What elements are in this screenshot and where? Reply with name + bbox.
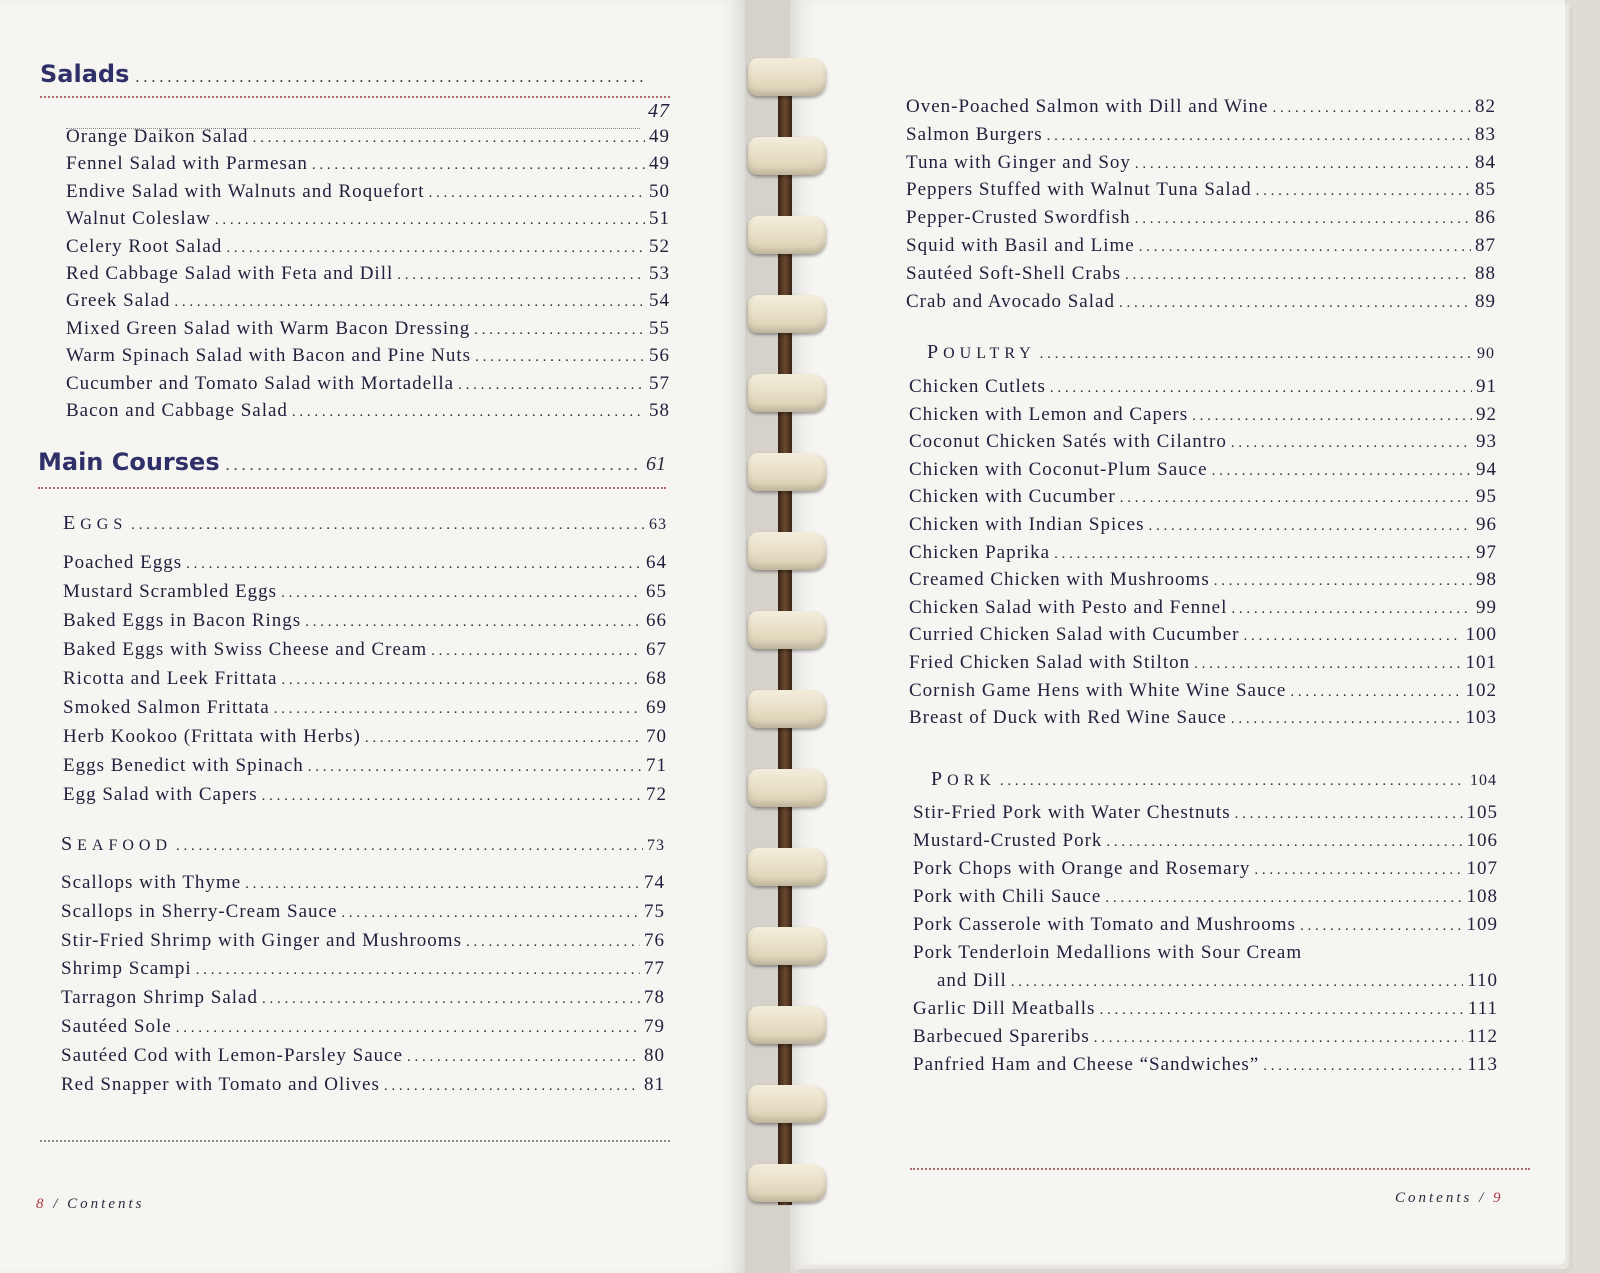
entry-page: 53 xyxy=(649,263,670,284)
entry-title: Curried Chicken Salad with Cucumber xyxy=(909,624,1240,646)
entry-page: 113 xyxy=(1467,1054,1498,1075)
entry-page: 110 xyxy=(1467,970,1498,991)
leader-dots xyxy=(226,457,640,475)
entry-page: 50 xyxy=(649,180,670,202)
leader-dots xyxy=(262,991,640,1008)
entry-page: 74 xyxy=(644,872,665,893)
leader-dots xyxy=(466,934,640,951)
leader-dots xyxy=(1119,295,1471,312)
toc-entry xyxy=(66,236,670,258)
toc-entry xyxy=(906,96,1496,118)
toc-entry xyxy=(909,431,1497,453)
entry-title: Sautéed Cod with Lemon-Parsley Sauce xyxy=(61,1044,404,1066)
entry-page: 112 xyxy=(1467,1026,1498,1047)
entry-title: Greek Salad xyxy=(66,290,171,312)
toc-entry xyxy=(61,987,665,1009)
entry-title: Smoked Salmon Frittata xyxy=(63,697,270,718)
toc-entry xyxy=(909,652,1497,674)
toc-entry xyxy=(906,179,1496,201)
entry-title: Oven-Poached Salmon with Dill and Wine xyxy=(906,96,1269,117)
entry-page: 80 xyxy=(644,1044,665,1066)
entry-page: 100 xyxy=(1465,624,1497,646)
leader-dots xyxy=(312,157,645,174)
leader-dots xyxy=(1290,684,1461,701)
entry-page: 51 xyxy=(649,208,670,230)
leader-dots xyxy=(1054,546,1472,563)
toc-entry xyxy=(913,942,1498,964)
entry-title: Bacon and Cabbage Salad xyxy=(66,400,288,421)
toc-entry xyxy=(906,291,1496,313)
leader-dots xyxy=(305,614,642,631)
entry-title: Sautéed Sole xyxy=(61,1016,172,1037)
poultry-section-label: OULTRY xyxy=(943,345,1036,362)
entry-title: Poached Eggs xyxy=(63,552,183,573)
leader-dots xyxy=(474,322,645,339)
seafood-section-label: EAFOOD xyxy=(77,837,173,854)
toc-entry xyxy=(63,755,667,777)
entry-page: 103 xyxy=(1465,707,1497,729)
leader-dots xyxy=(1106,834,1462,851)
toc-entry xyxy=(906,124,1496,146)
entry-page: 93 xyxy=(1476,431,1497,453)
toc-entry xyxy=(913,858,1498,880)
entry-page: 66 xyxy=(646,610,667,631)
entry-page: 55 xyxy=(649,317,670,339)
entry-title: Pork Casserole with Tomato and Mushrooms xyxy=(913,914,1296,935)
toc-entry xyxy=(66,263,670,285)
entry-page: 72 xyxy=(646,784,667,805)
entry-title: Tuna with Ginger and Soy xyxy=(906,151,1131,173)
entry-page: 69 xyxy=(646,697,667,718)
leader-dots xyxy=(475,349,645,366)
pork-section-page: 104 xyxy=(1470,772,1497,789)
entry-title: Orange Daikon Salad xyxy=(66,126,249,147)
leader-dots xyxy=(186,556,642,573)
entry-title: Fried Chicken Salad with Stilton xyxy=(909,652,1191,673)
right-footer xyxy=(1395,1190,1504,1207)
main-courses-heading-row xyxy=(38,448,666,476)
salads-page: 47 xyxy=(648,100,670,122)
toc-entry xyxy=(913,998,1498,1020)
seafood-section-row xyxy=(61,833,665,856)
entry-page: 78 xyxy=(644,987,665,1009)
leader-dots xyxy=(135,69,644,87)
leader-dots xyxy=(131,517,645,534)
toc-entry xyxy=(909,597,1497,619)
leader-dots xyxy=(1300,918,1463,935)
toc-entry xyxy=(61,872,665,894)
entry-page: 54 xyxy=(649,290,670,312)
toc-entry xyxy=(61,901,665,923)
main-courses-rule xyxy=(38,487,666,489)
entry-title: Breast of Duck with Red Wine Sauce xyxy=(909,707,1227,729)
main-courses-heading: Main Courses xyxy=(38,448,220,476)
leader-dots xyxy=(431,643,642,660)
entry-title: Barbecued Spareribs xyxy=(913,1026,1090,1047)
leader-dots xyxy=(281,672,642,689)
leader-dots xyxy=(253,130,645,147)
entry-page: 83 xyxy=(1475,123,1496,145)
entry-page: 77 xyxy=(644,958,665,980)
entry-page: 107 xyxy=(1466,858,1498,879)
entry-page: 81 xyxy=(644,1073,665,1095)
entry-page: 65 xyxy=(646,581,667,602)
entry-title: Shrimp Scampi xyxy=(61,958,192,980)
entry-title: Celery Root Salad xyxy=(66,235,223,257)
salads-heading-row xyxy=(40,60,670,88)
leader-dots xyxy=(384,1078,640,1095)
leader-dots xyxy=(1050,380,1472,397)
leader-dots xyxy=(1263,1058,1463,1075)
leader-dots xyxy=(1231,711,1462,728)
entry-title: Herb Kookoo (Frittata with Herbs) xyxy=(63,726,361,747)
salads-page-row xyxy=(66,100,670,123)
left-footer-label: / Contents xyxy=(53,1196,145,1212)
toc-entry xyxy=(913,802,1498,824)
entry-title: Sautéed Soft-Shell Crabs xyxy=(906,262,1122,284)
entry-page: 52 xyxy=(649,235,670,257)
entry-page: 82 xyxy=(1475,96,1496,117)
toc-entry xyxy=(906,207,1496,229)
right-page-number: 9 xyxy=(1493,1190,1504,1206)
entry-page: 89 xyxy=(1475,290,1496,312)
pork-section-row xyxy=(931,768,1497,791)
left-footer xyxy=(36,1196,145,1213)
leader-dots xyxy=(1235,806,1463,823)
toc-entry xyxy=(63,581,667,603)
right-footer-rule xyxy=(910,1168,1530,1170)
toc-entry xyxy=(909,569,1497,591)
entry-title: Ricotta and Leek Frittata xyxy=(63,668,278,689)
entry-page: 88 xyxy=(1475,262,1496,284)
entry-page: 85 xyxy=(1475,179,1496,201)
leader-dots xyxy=(1011,974,1463,991)
entry-page: 57 xyxy=(649,372,670,394)
entry-title: Warm Spinach Salad with Bacon and Pine Nuts xyxy=(66,345,472,367)
toc-entry xyxy=(63,784,667,806)
entry-title: Scallops with Thyme xyxy=(61,872,242,893)
entry-title: Crab and Avocado Salad xyxy=(906,290,1115,312)
entry-page: 58 xyxy=(649,400,670,421)
pork-section-label: ORK xyxy=(947,772,996,789)
leader-dots xyxy=(458,377,645,394)
entry-page: 102 xyxy=(1465,679,1497,701)
leader-dots xyxy=(176,1020,640,1037)
entry-page: 91 xyxy=(1476,376,1497,397)
entry-page: 96 xyxy=(1476,514,1497,535)
entry-page: 76 xyxy=(644,929,665,951)
left-page-number: 8 xyxy=(36,1196,47,1212)
entry-title: Cornish Game Hens with White Wine Sauce xyxy=(909,679,1287,701)
entry-page: 92 xyxy=(1476,403,1497,425)
toc-entry xyxy=(909,707,1497,729)
entry-title: Tarragon Shrimp Salad xyxy=(61,987,258,1009)
entry-page: 108 xyxy=(1466,886,1498,907)
leader-dots xyxy=(1244,628,1462,645)
toc-entry xyxy=(906,235,1496,257)
toc-entry xyxy=(913,914,1498,936)
leader-dots xyxy=(1231,435,1472,452)
eggs-section-row xyxy=(63,512,667,535)
poultry-section-page: 90 xyxy=(1477,345,1495,362)
right-footer-label: Contents / xyxy=(1395,1190,1487,1206)
leader-dots xyxy=(428,185,645,202)
entry-page: 64 xyxy=(646,552,667,573)
salads-rule xyxy=(40,96,670,98)
entry-title: Pork Chops with Orange and Rosemary xyxy=(913,858,1251,879)
leader-dots xyxy=(1194,656,1461,673)
entry-title: Mixed Green Salad with Warm Bacon Dressing xyxy=(66,317,471,339)
toc-entry xyxy=(66,373,670,395)
leader-dots xyxy=(1094,1030,1463,1047)
left-footer-rule xyxy=(40,1140,670,1142)
entry-page: 105 xyxy=(1466,802,1498,823)
toc-entry xyxy=(66,208,670,230)
entry-title: Chicken with Lemon and Capers xyxy=(909,403,1189,425)
entry-title: Squid with Basil and Lime xyxy=(906,235,1135,256)
toc-entry xyxy=(63,639,667,661)
entry-page: 101 xyxy=(1465,652,1497,673)
leader-dots xyxy=(407,1049,640,1066)
leader-dots xyxy=(281,585,642,602)
pork-section-initial: P xyxy=(931,768,948,790)
entry-title: Panfried Ham and Cheese “Sandwiches” xyxy=(913,1054,1260,1075)
toc-entry xyxy=(61,930,665,952)
entry-title: Endive Salad with Walnuts and Roquefort xyxy=(66,180,425,202)
entry-page: 99 xyxy=(1476,596,1497,618)
leader-dots xyxy=(1000,773,1466,790)
entry-page: 56 xyxy=(649,345,670,367)
toc-entry xyxy=(909,542,1497,564)
toc-entry xyxy=(913,970,1498,992)
entry-page: 71 xyxy=(646,755,667,776)
entry-page: 68 xyxy=(646,668,667,689)
entry-page: 67 xyxy=(646,639,667,660)
leader-dots xyxy=(1214,573,1472,590)
entry-title: Stir-Fried Pork with Water Chestnuts xyxy=(913,802,1231,823)
leader-dots xyxy=(176,838,643,855)
entry-title: and Dill xyxy=(937,970,1007,991)
entry-page: 109 xyxy=(1466,914,1498,935)
main-courses-page: 61 xyxy=(646,453,666,475)
toc-entry xyxy=(909,404,1497,426)
toc-entry xyxy=(909,486,1497,508)
toc-entry xyxy=(909,376,1497,398)
toc-entry xyxy=(66,400,670,422)
entry-title: Peppers Stuffed with Walnut Tuna Salad xyxy=(906,179,1252,201)
leader-dots xyxy=(1254,862,1462,879)
leader-dots xyxy=(1040,346,1473,363)
leader-dots xyxy=(1135,211,1471,228)
toc-entry xyxy=(63,726,667,748)
leader-dots xyxy=(365,730,642,747)
entry-page: 98 xyxy=(1476,569,1497,591)
toc-entry xyxy=(63,668,667,690)
leader-dots xyxy=(226,240,645,257)
entry-title: Garlic Dill Meatballs xyxy=(913,998,1096,1019)
toc-entry xyxy=(66,345,670,367)
entry-page: 70 xyxy=(646,726,667,747)
toc-entry xyxy=(66,181,670,203)
entry-title: Chicken with Cucumber xyxy=(909,486,1116,508)
entry-page: 79 xyxy=(644,1016,665,1037)
toc-entry xyxy=(909,624,1497,646)
entry-page: 49 xyxy=(649,126,670,147)
poultry-section-row xyxy=(927,341,1495,364)
toc-entry xyxy=(63,697,667,719)
entry-page: 75 xyxy=(644,900,665,922)
toc-entry xyxy=(61,1045,665,1067)
entry-title: Pork Tenderloin Medallions with Sour Cream xyxy=(913,942,1303,963)
leader-dots xyxy=(1135,156,1471,173)
leader-dots xyxy=(1256,183,1471,200)
entry-title: Stir-Fried Shrimp with Ginger and Mushrooms xyxy=(61,929,462,951)
toc-entry xyxy=(906,152,1496,174)
leader-dots xyxy=(196,962,640,979)
leader-dots xyxy=(1125,267,1471,284)
toc-entry xyxy=(913,1026,1498,1048)
toc-entry xyxy=(909,514,1497,536)
leader-dots xyxy=(1139,239,1471,256)
toc-entry xyxy=(66,153,670,175)
toc-entry xyxy=(66,318,670,340)
toc-entry xyxy=(909,680,1497,702)
leader-dots xyxy=(1192,408,1472,425)
leader-dots xyxy=(1272,100,1471,117)
entry-title: Baked Eggs with Swiss Cheese and Cream xyxy=(63,639,428,660)
seafood-section-page: 73 xyxy=(647,837,665,854)
leader-dots xyxy=(215,212,645,229)
entry-page: 97 xyxy=(1476,541,1497,563)
eggs-section-initial: E xyxy=(63,512,81,534)
entry-title: Mustard-Crusted Pork xyxy=(913,830,1103,851)
toc-entry xyxy=(63,552,667,574)
toc-entry xyxy=(61,1074,665,1096)
entry-page: 106 xyxy=(1466,830,1498,851)
entry-title: Red Snapper with Tomato and Olives xyxy=(61,1073,380,1095)
eggs-section-label: GGS xyxy=(80,516,128,533)
eggs-section-page: 63 xyxy=(649,516,667,533)
entry-title: Coconut Chicken Satés with Cilantro xyxy=(909,431,1227,453)
entry-title: Chicken Cutlets xyxy=(909,376,1046,397)
toc-entry xyxy=(61,958,665,980)
leader-dots xyxy=(1120,490,1472,507)
entry-title: Fennel Salad with Parmesan xyxy=(66,153,308,175)
leader-dots xyxy=(174,294,645,311)
leader-dots xyxy=(274,701,642,718)
poultry-section-initial: P xyxy=(927,341,944,363)
leader-dots xyxy=(1231,601,1472,618)
entry-title: Chicken with Indian Spices xyxy=(909,514,1145,535)
entry-title: Scallops in Sherry-Cream Sauce xyxy=(61,900,338,922)
toc-entry xyxy=(66,290,670,312)
leader-dots xyxy=(1212,463,1472,480)
entry-title: Pepper-Crusted Swordfish xyxy=(906,207,1131,229)
toc-entry xyxy=(913,830,1498,852)
toc-entry xyxy=(63,610,667,632)
entry-title: Walnut Coleslaw xyxy=(66,208,211,230)
entry-page: 86 xyxy=(1475,207,1496,229)
entry-title: Creamed Chicken with Mushrooms xyxy=(909,569,1210,591)
entry-page: 94 xyxy=(1476,458,1497,480)
leader-dots xyxy=(1047,128,1471,145)
entry-title: Salmon Burgers xyxy=(906,123,1043,145)
leader-dots xyxy=(341,905,640,922)
leader-dots xyxy=(262,788,642,805)
toc-entry xyxy=(909,459,1497,481)
entry-page: 84 xyxy=(1475,151,1496,173)
salads-heading: Salads xyxy=(40,60,130,88)
leader-dots xyxy=(397,267,645,284)
entry-title: Eggs Benedict with Spinach xyxy=(63,755,304,776)
seafood-section-initial: S xyxy=(61,833,78,855)
toc-entry xyxy=(61,1016,665,1038)
entry-page: 95 xyxy=(1476,486,1497,508)
entry-title: Red Cabbage Salad with Feta and Dill xyxy=(66,263,394,284)
toc-entry xyxy=(913,1054,1498,1076)
toc-entry xyxy=(913,886,1498,908)
leader-dots xyxy=(1149,518,1473,535)
entry-title: Mustard Scrambled Eggs xyxy=(63,581,278,602)
leader-dots xyxy=(292,404,645,421)
leader-dots xyxy=(1099,1002,1463,1019)
toc-entry xyxy=(66,126,670,148)
entry-page: 87 xyxy=(1475,235,1496,256)
entry-title: Egg Salad with Capers xyxy=(63,784,258,805)
toc-entry xyxy=(906,263,1496,285)
leader-dots xyxy=(245,876,640,893)
entry-page: 49 xyxy=(649,153,670,175)
entry-title: Pork with Chili Sauce xyxy=(913,886,1102,907)
entry-title: Chicken with Coconut-Plum Sauce xyxy=(909,458,1208,480)
entry-page: 111 xyxy=(1467,998,1498,1019)
entry-title: Cucumber and Tomato Salad with Mortadella xyxy=(66,372,455,394)
leader-dots xyxy=(1105,890,1462,907)
entry-title: Chicken Paprika xyxy=(909,541,1051,563)
leader-dots xyxy=(308,759,642,776)
entry-title: Chicken Salad with Pesto and Fennel xyxy=(909,596,1228,618)
entry-title: Baked Eggs in Bacon Rings xyxy=(63,610,302,631)
